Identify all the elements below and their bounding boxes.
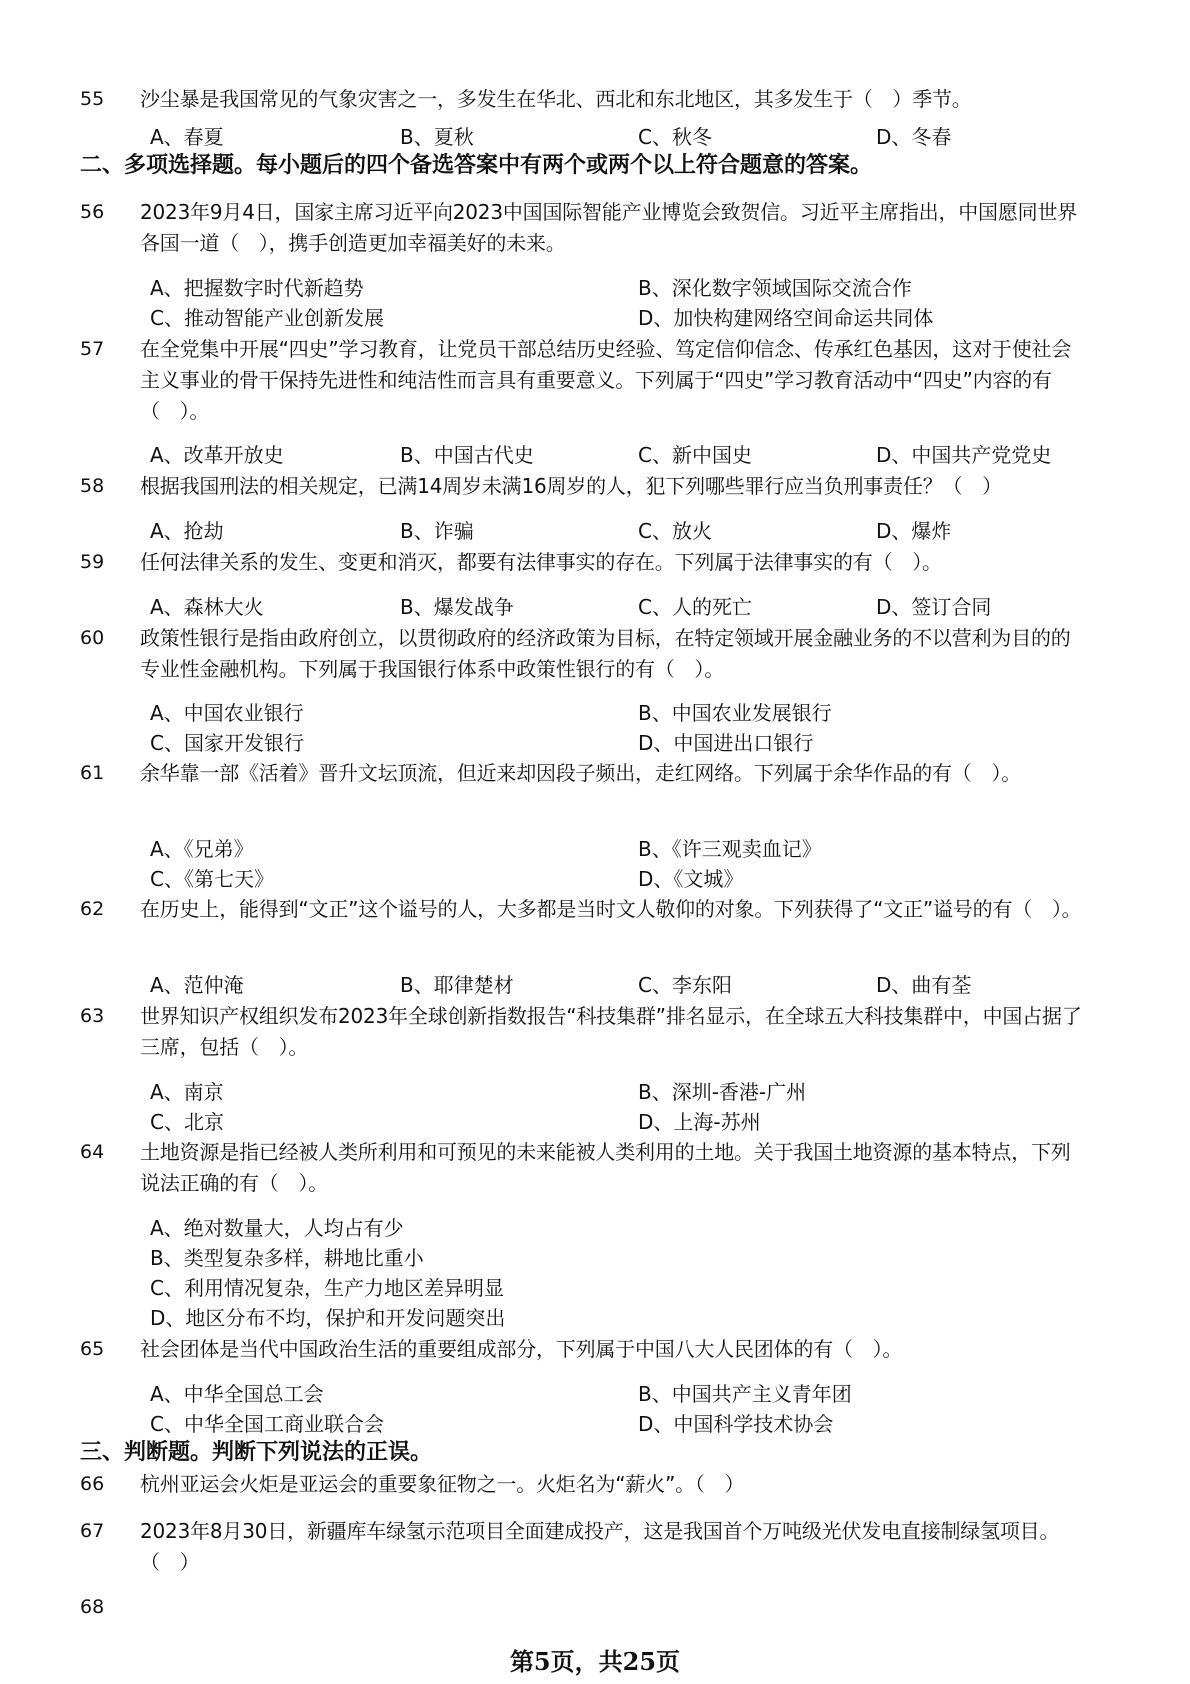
option-c: C、新中国史 — [638, 443, 752, 467]
option-a: A、《兄弟》 — [150, 837, 254, 861]
option-a: A、改革开放史 — [150, 443, 284, 467]
option-b: B、耶律楚材 — [400, 973, 514, 997]
question-number: 56 — [80, 201, 105, 223]
option-a: A、南京 — [150, 1080, 224, 1104]
option-c: C、放火 — [638, 519, 712, 543]
option-a: A、范仲淹 — [150, 973, 244, 997]
option-b: B、中国农业发展银行 — [638, 701, 832, 725]
question-text: 社会团体是当代中国政治生活的重要组成部分，下列属于中国八大人民团体的有（ ）。 — [140, 1337, 903, 1361]
option-b: B、深圳-香港-广州 — [638, 1080, 807, 1104]
option-d: D、签订合同 — [876, 595, 992, 619]
option-d: D、冬春 — [876, 125, 952, 149]
option-c: C、国家开发银行 — [150, 731, 304, 755]
question-number: 67 — [80, 1520, 105, 1542]
question-text: 杭州亚运会火炬是亚运会的重要象征物之一。火炬名为“薪火”。（ ） — [140, 1472, 745, 1496]
question-number: 68 — [80, 1596, 105, 1618]
option-b: B、中国共产主义青年团 — [638, 1382, 852, 1406]
option-d: D、爆炸 — [876, 519, 952, 543]
option-c: C、中华全国工商业联合会 — [150, 1412, 384, 1436]
option-d: D、《文城》 — [638, 867, 744, 891]
question-text: 在历史上，能得到“文正”这个谥号的人，大多都是当时文人敬仰的对象。下列获得了“文正”谥号的有（ ）。 — [140, 897, 1082, 921]
question-number: 64 — [80, 1141, 105, 1163]
option-b: B、爆发战争 — [400, 595, 514, 619]
question-text: 余华靠一部《活着》晋升文坛顶流，但近来却因段子频出，走红网络。下列属于余华作品的有（ ）。 — [140, 761, 1021, 785]
question-text: 世界知识产权组织发布2023年全球创新指数报告“科技集群”排名显示，在全球五大科技集群中，中国占据了三席，包括（ ）。 — [140, 1004, 1082, 1059]
option-b: B、深化数字领域国际交流合作 — [638, 276, 912, 300]
question-number: 61 — [80, 762, 105, 784]
question-number: 58 — [80, 475, 105, 497]
option-d: D、上海-苏州 — [638, 1110, 761, 1134]
option-a: A、绝对数量大，人均占有少 — [150, 1216, 404, 1240]
option-d: D、地区分布不均，保护和开发问题突出 — [150, 1306, 506, 1330]
option-d: D、中国科学技术协会 — [638, 1412, 834, 1436]
option-a: A、森林大火 — [150, 595, 264, 619]
option-d: D、曲有荃 — [876, 973, 972, 997]
option-c: C、北京 — [150, 1110, 224, 1134]
option-b: B、夏秋 — [400, 125, 474, 149]
page-footer: 第5页，共25页 — [509, 1647, 681, 1676]
question-number: 60 — [80, 627, 105, 649]
option-a: A、春夏 — [150, 125, 224, 149]
section-heading-multiple-choice: 二、多项选择题。每小题后的四个备选答案中有两个或两个以上符合题意的答案。 — [80, 153, 873, 178]
option-a: A、中国农业银行 — [150, 701, 304, 725]
option-a: A、抢劫 — [150, 519, 224, 543]
option-b: B、类型复杂多样，耕地比重小 — [150, 1246, 424, 1270]
question-text: 土地资源是指已经被人类所利用和可预见的未来能被人类利用的土地。关于我国土地资源的基本特点，下列说法正确的有（ ）。 — [140, 1140, 1071, 1195]
question-number: 63 — [80, 1005, 105, 1027]
option-c: C、人的死亡 — [638, 595, 752, 619]
option-b: B、《许三观卖血记》 — [638, 837, 822, 861]
question-text: 根据我国刑法的相关规定，已满14周岁未满16周岁的人，犯下列哪些罪行应当负刑事责任？（ ） — [140, 474, 1002, 498]
option-a: A、把握数字时代新趋势 — [150, 276, 364, 300]
option-a: A、中华全国总工会 — [150, 1382, 324, 1406]
option-c: C、秋冬 — [638, 125, 712, 149]
section-heading-true-false: 三、判断题。判断下列说法的正误。 — [80, 1440, 433, 1465]
question-text: 2023年8月30日，新疆库车绿氢示范项目全面建成投产，这是我国首个万吨级光伏发电直接制绿氢项目。（ ） — [140, 1519, 1060, 1574]
question-text: 任何法律关系的发生、变更和消灭，都要有法律事实的存在。下列属于法律事实的有（ ）。 — [140, 550, 942, 574]
question-text: 在全党集中开展“四史”学习教育，让党员干部总结历史经验、笃定信仰信念、传承红色基因，这对于使社会主义事业的骨干保持先进性和纯洁性而言具有重要意义。下列属于“四史”学习教育活动中“四史”内容的有（ ）。 — [140, 337, 1072, 423]
option-c: C、利用情况复杂，生产力地区差异明显 — [150, 1276, 504, 1300]
question-number: 57 — [80, 338, 105, 360]
option-b: B、诈骗 — [400, 519, 474, 543]
question-number: 55 — [80, 88, 105, 110]
option-b: B、中国古代史 — [400, 443, 534, 467]
question-number: 59 — [80, 551, 105, 573]
option-d: D、中国共产党党史 — [876, 443, 1052, 467]
question-number: 62 — [80, 898, 105, 920]
option-c: C、李东阳 — [638, 973, 732, 997]
option-c: C、《第七天》 — [150, 867, 274, 891]
option-d: D、中国进出口银行 — [638, 731, 814, 755]
question-text: 2023年9月4日，国家主席习近平向2023中国国际智能产业博览会致贺信。习近平主席指出，中国愿同世界各国一道（ ），携手创造更加幸福美好的未来。 — [140, 200, 1078, 255]
option-d: D、加快构建网络空间命运共同体 — [638, 306, 934, 330]
question-text: 沙尘暴是我国常见的气象灾害之一，多发生在华北、西北和东北地区，其多发生于（ ）季节。 — [140, 87, 972, 111]
option-c: C、推动智能产业创新发展 — [150, 306, 384, 330]
question-number: 65 — [80, 1338, 105, 1360]
question-text: 政策性银行是指由政府创立，以贯彻政府的经济政策为目标，在特定领域开展金融业务的不以营利为目的的专业性金融机构。下列属于我国银行体系中政策性银行的有（ ）。 — [140, 626, 1071, 681]
question-number: 66 — [80, 1473, 105, 1495]
